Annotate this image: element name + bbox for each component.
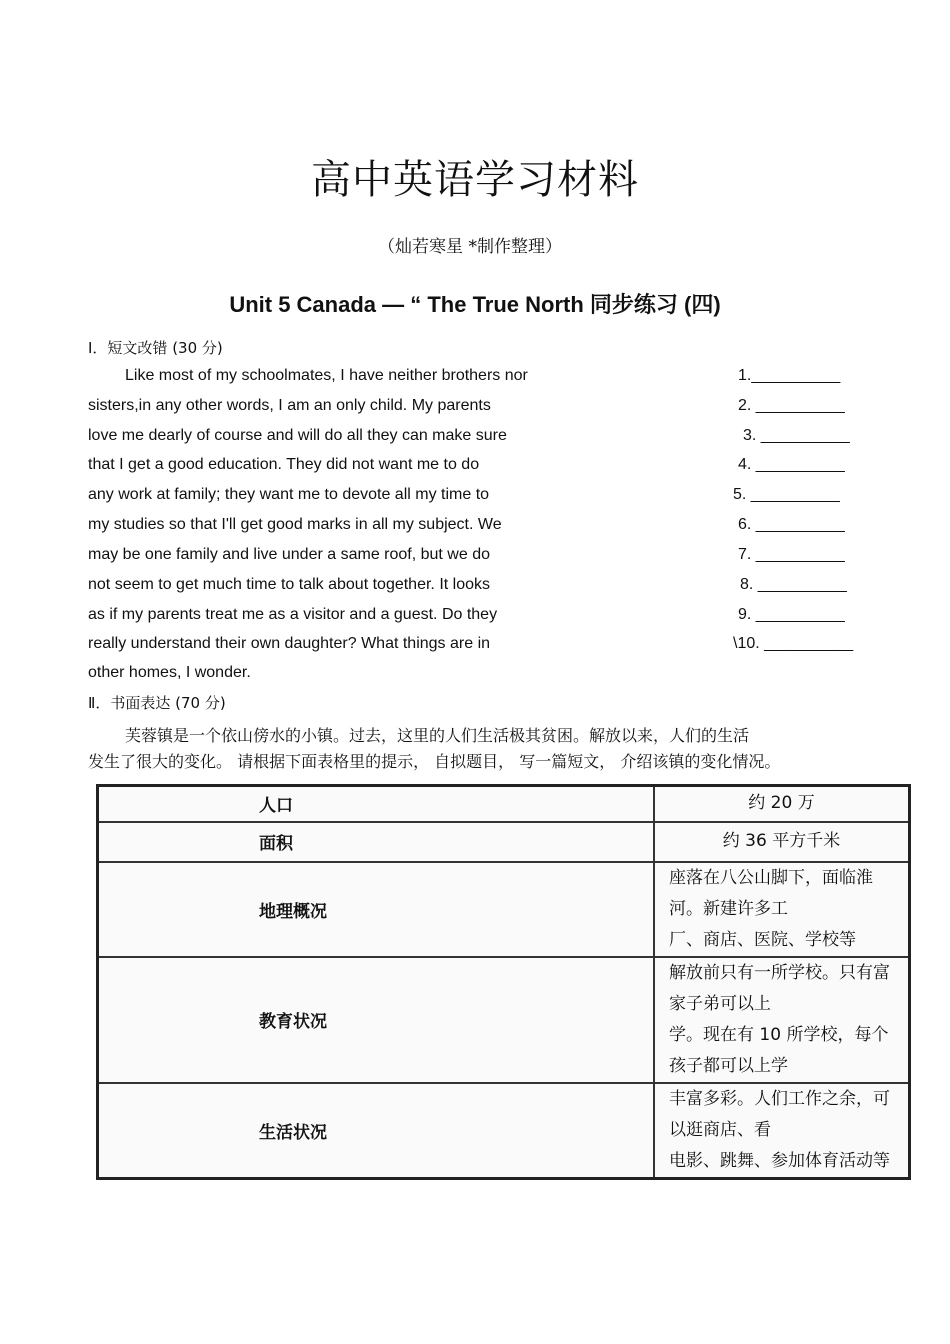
page-subtitle: （灿若寒星 *制作整理） <box>378 237 562 257</box>
answer-blank-6[interactable]: 6. __________ <box>738 516 845 533</box>
answer-blank-7[interactable]: 7. __________ <box>738 546 845 563</box>
row-value-line: 丰富多彩。人们工作之余，可以逛商店、看 <box>669 1088 890 1140</box>
row-value-line: 电影、跳舞、参加体育活动等 <box>669 1150 890 1171</box>
row-value: 约 20 万 <box>654 786 910 822</box>
table-row <box>98 822 910 862</box>
row-value <box>654 957 910 1083</box>
table-row <box>98 786 910 822</box>
row-value-line: 解放前只有一所学校。只有富家子弟可以上 <box>669 962 890 1014</box>
row-value-line: 座落在八公山脚下，面临淮河。新建许多工 <box>669 867 873 919</box>
writing-prompt-line1: 芙蓉镇是一个依山傍水的小镇。过去，这里的人们生活极其贫困。解放以来，人们的生活 <box>125 726 750 745</box>
passage-line: my studies so that I'll get good marks in all my subject. We <box>88 516 502 533</box>
answer-blank-9[interactable]: 9. __________ <box>738 606 845 623</box>
passage-line: sisters,in any other words, I am an only child. My parents <box>88 397 491 414</box>
answer-blank-5[interactable]: 5. __________ <box>733 486 840 503</box>
passage-line: not seem to get much time to talk about together. It looks <box>88 576 490 593</box>
row-label: 人口 <box>98 786 655 822</box>
row-label: 地理概况 <box>98 862 655 957</box>
passage-line: may be one family and live under a same roof, but we do <box>88 546 490 563</box>
row-label: 生活状况 <box>98 1083 655 1179</box>
writing-prompt-line2: 发生了很大的变化。 请根据下面表格里的提示， 自拟题目， 写一篇短文， 介绍该镇的变化情况。 <box>88 752 781 771</box>
info-table <box>96 784 911 1180</box>
passage-line: love me dearly of course and will do all they can make sure <box>88 427 507 444</box>
unit-title: Unit 5 Canada — “ The True North 同步练习 (四) <box>229 292 721 317</box>
row-value-line: 厂、商店、医院、学校等 <box>669 929 856 950</box>
answer-blank-4[interactable]: 4. __________ <box>738 456 845 473</box>
passage-line: Like most of my schoolmates, I have neither brothers nor <box>125 367 528 384</box>
answer-blank-2[interactable]: 2. __________ <box>738 397 845 414</box>
table-row <box>98 1083 910 1179</box>
row-value <box>654 862 910 957</box>
row-label: 面积 <box>98 822 655 862</box>
row-value-line: 学。现在有 10 所学校，每个孩子都可以上学 <box>669 1024 889 1076</box>
passage-line: any work at family; they want me to devote all my time to <box>88 486 490 503</box>
passage-line: other homes, I wonder. <box>88 664 251 681</box>
table-row <box>98 957 910 1083</box>
passage-line: as if my parents treat me as a visitor and a guest. Do they <box>88 606 498 623</box>
page-title: 高中英语学习材料 <box>311 157 639 203</box>
table-row <box>98 862 910 957</box>
section2-heading: Ⅱ．书面表达 (70 分) <box>88 694 226 712</box>
row-value <box>654 1083 910 1179</box>
passage-line: really understand their own daughter? What things are in <box>88 635 491 652</box>
passage-line: that I get a good education. They did not want me to do <box>88 456 480 473</box>
row-label: 教育状况 <box>98 957 655 1083</box>
section1-heading: I．短文改错 (30 分) <box>88 339 223 357</box>
answer-blank-3[interactable]: 3. __________ <box>743 427 850 444</box>
answer-blank-10[interactable]: \10. __________ <box>733 635 854 652</box>
row-value: 约 36 平方千米 <box>654 822 910 862</box>
answer-blank-1[interactable]: 1.__________ <box>738 367 841 384</box>
answer-blank-8[interactable]: 8. __________ <box>740 576 847 593</box>
